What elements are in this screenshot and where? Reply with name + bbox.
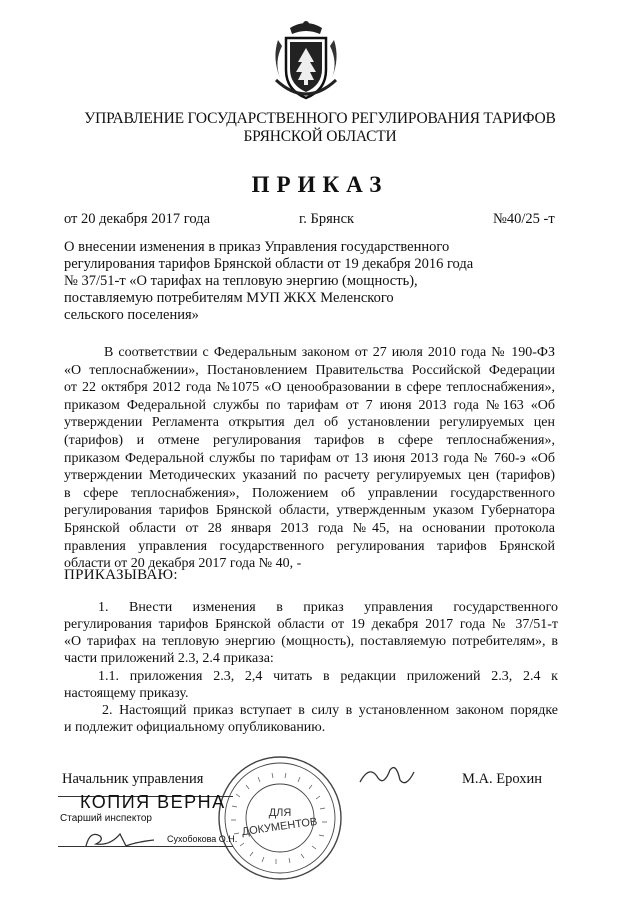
document-title: ПРИКАЗ — [251, 172, 389, 197]
copy-stamp-title: КОПИЯ ВЕРНА — [80, 792, 226, 812]
preamble-line: в сфере теплоснабжения», Положением об управлении государственного — [64, 485, 555, 501]
preamble-line: (тарифов) и отмене регулирования тарифов в сфере теплоснабжения», — [64, 432, 555, 448]
item-line: настоящему приказу. — [64, 686, 189, 701]
coat-of-arms-icon — [270, 18, 342, 102]
preamble-line: области от 20 декабря 2017 года № 40, - — [64, 556, 302, 572]
subject-line: О внесении изменения в приказ Управления государственного — [64, 239, 450, 255]
preamble-line: утверждении Методических указаний по расчету регулируемых цен (тарифов) — [64, 468, 555, 484]
subject-line: сельского поселения» — [64, 307, 199, 323]
item-line: регулирования тарифов Брянской области от 19 декабря 2017 года № 37/51-т — [64, 617, 558, 632]
document-subject — [64, 239, 504, 324]
subject-line: № 37/51-т «О тарифах на тепловую энергию (мощность), — [64, 273, 418, 289]
copy-stamp-name: Сухобокова О.Н. — [167, 834, 238, 844]
organization-region: БРЯНСКОЙ ОБЛАСТИ — [243, 128, 397, 145]
item-line: 1.1. приложения 2.3, 2,4 читать в редакции приложений 2.3, 2.4 к — [98, 669, 558, 684]
official-seal-icon — [216, 754, 344, 882]
handwritten-signature-icon — [356, 760, 416, 790]
order-word: ПРИКАЗЫВАЮ: — [64, 567, 178, 583]
signatory-role: Начальник управления — [62, 771, 204, 787]
preamble-line: приказом Федеральной службы по тарифам от 13 июня 2013 года № 760-э «Об — [64, 450, 555, 466]
preamble-line: «О теплоснабжении», Постановлением Правительства Российской Федерации — [64, 362, 555, 378]
document-number: №40/25 -т — [493, 211, 555, 227]
seal-text-line1: ДЛЯ — [268, 807, 292, 819]
signatory-name: М.А. Ерохин — [462, 771, 543, 787]
item-line: 1. Внести изменения в приказ управления государственного — [98, 600, 558, 615]
item-line: 2. Настоящий приказ вступает в силу в установленном законом порядке — [102, 703, 558, 718]
preamble-line: регулирования тарифов Брянской области, утвержденным указом Губернатора — [64, 503, 555, 519]
order-item-1 — [64, 599, 558, 667]
document-city: г. Брянск — [299, 211, 355, 227]
organization-name: УПРАВЛЕНИЕ ГОСУДАРСТВЕННОГО РЕГУЛИРОВАНИЯ ТАРИФОВ — [84, 110, 556, 127]
item-line: части приложений 2.3, 2.4 приказа: — [64, 651, 274, 666]
item-line: «О тарифах на тепловую энергию (мощность), поставляемую потребителям», в — [64, 634, 558, 649]
seal-text-line2: ДОКУМЕНТОВ — [241, 815, 319, 839]
order-item-1-1 — [64, 668, 558, 702]
subject-line: поставляемую потребителям МУП ЖКХ Меленского — [64, 290, 394, 306]
preamble-line: приказом Федеральной службы по тарифам от 7 июня 2013 года №163 «Об — [64, 397, 555, 413]
preamble-line: правления управления государственного регулирования тарифов Брянской — [64, 538, 555, 554]
item-line: и подлежит официальному опубликованию. — [64, 720, 326, 735]
preamble-line: Брянской области от 28 января 2013 года №45, на основании протокола — [64, 520, 555, 536]
copy-signature-icon — [80, 826, 160, 852]
copy-stamp-role: Старший инспектор — [60, 813, 152, 824]
preamble-line: утверждении Регламента открытия дел об установлении регулируемых цен — [64, 415, 555, 431]
copy-stamp-underline — [58, 846, 233, 847]
document-date: от 20 декабря 2017 года — [64, 211, 210, 227]
preamble-line: В соответствии с Федеральным законом от 27 июля 2010 года № 190-ФЗ — [104, 345, 555, 360]
preamble-paragraph — [64, 344, 555, 573]
subject-line: регулирования тарифов Брянской области от 19 декабря 2016 года — [64, 256, 474, 272]
order-item-2 — [64, 702, 558, 736]
preamble-line: от 22 октября 2012 года №1075 «О ценообразовании в сфере теплоснабжения», — [64, 380, 555, 396]
